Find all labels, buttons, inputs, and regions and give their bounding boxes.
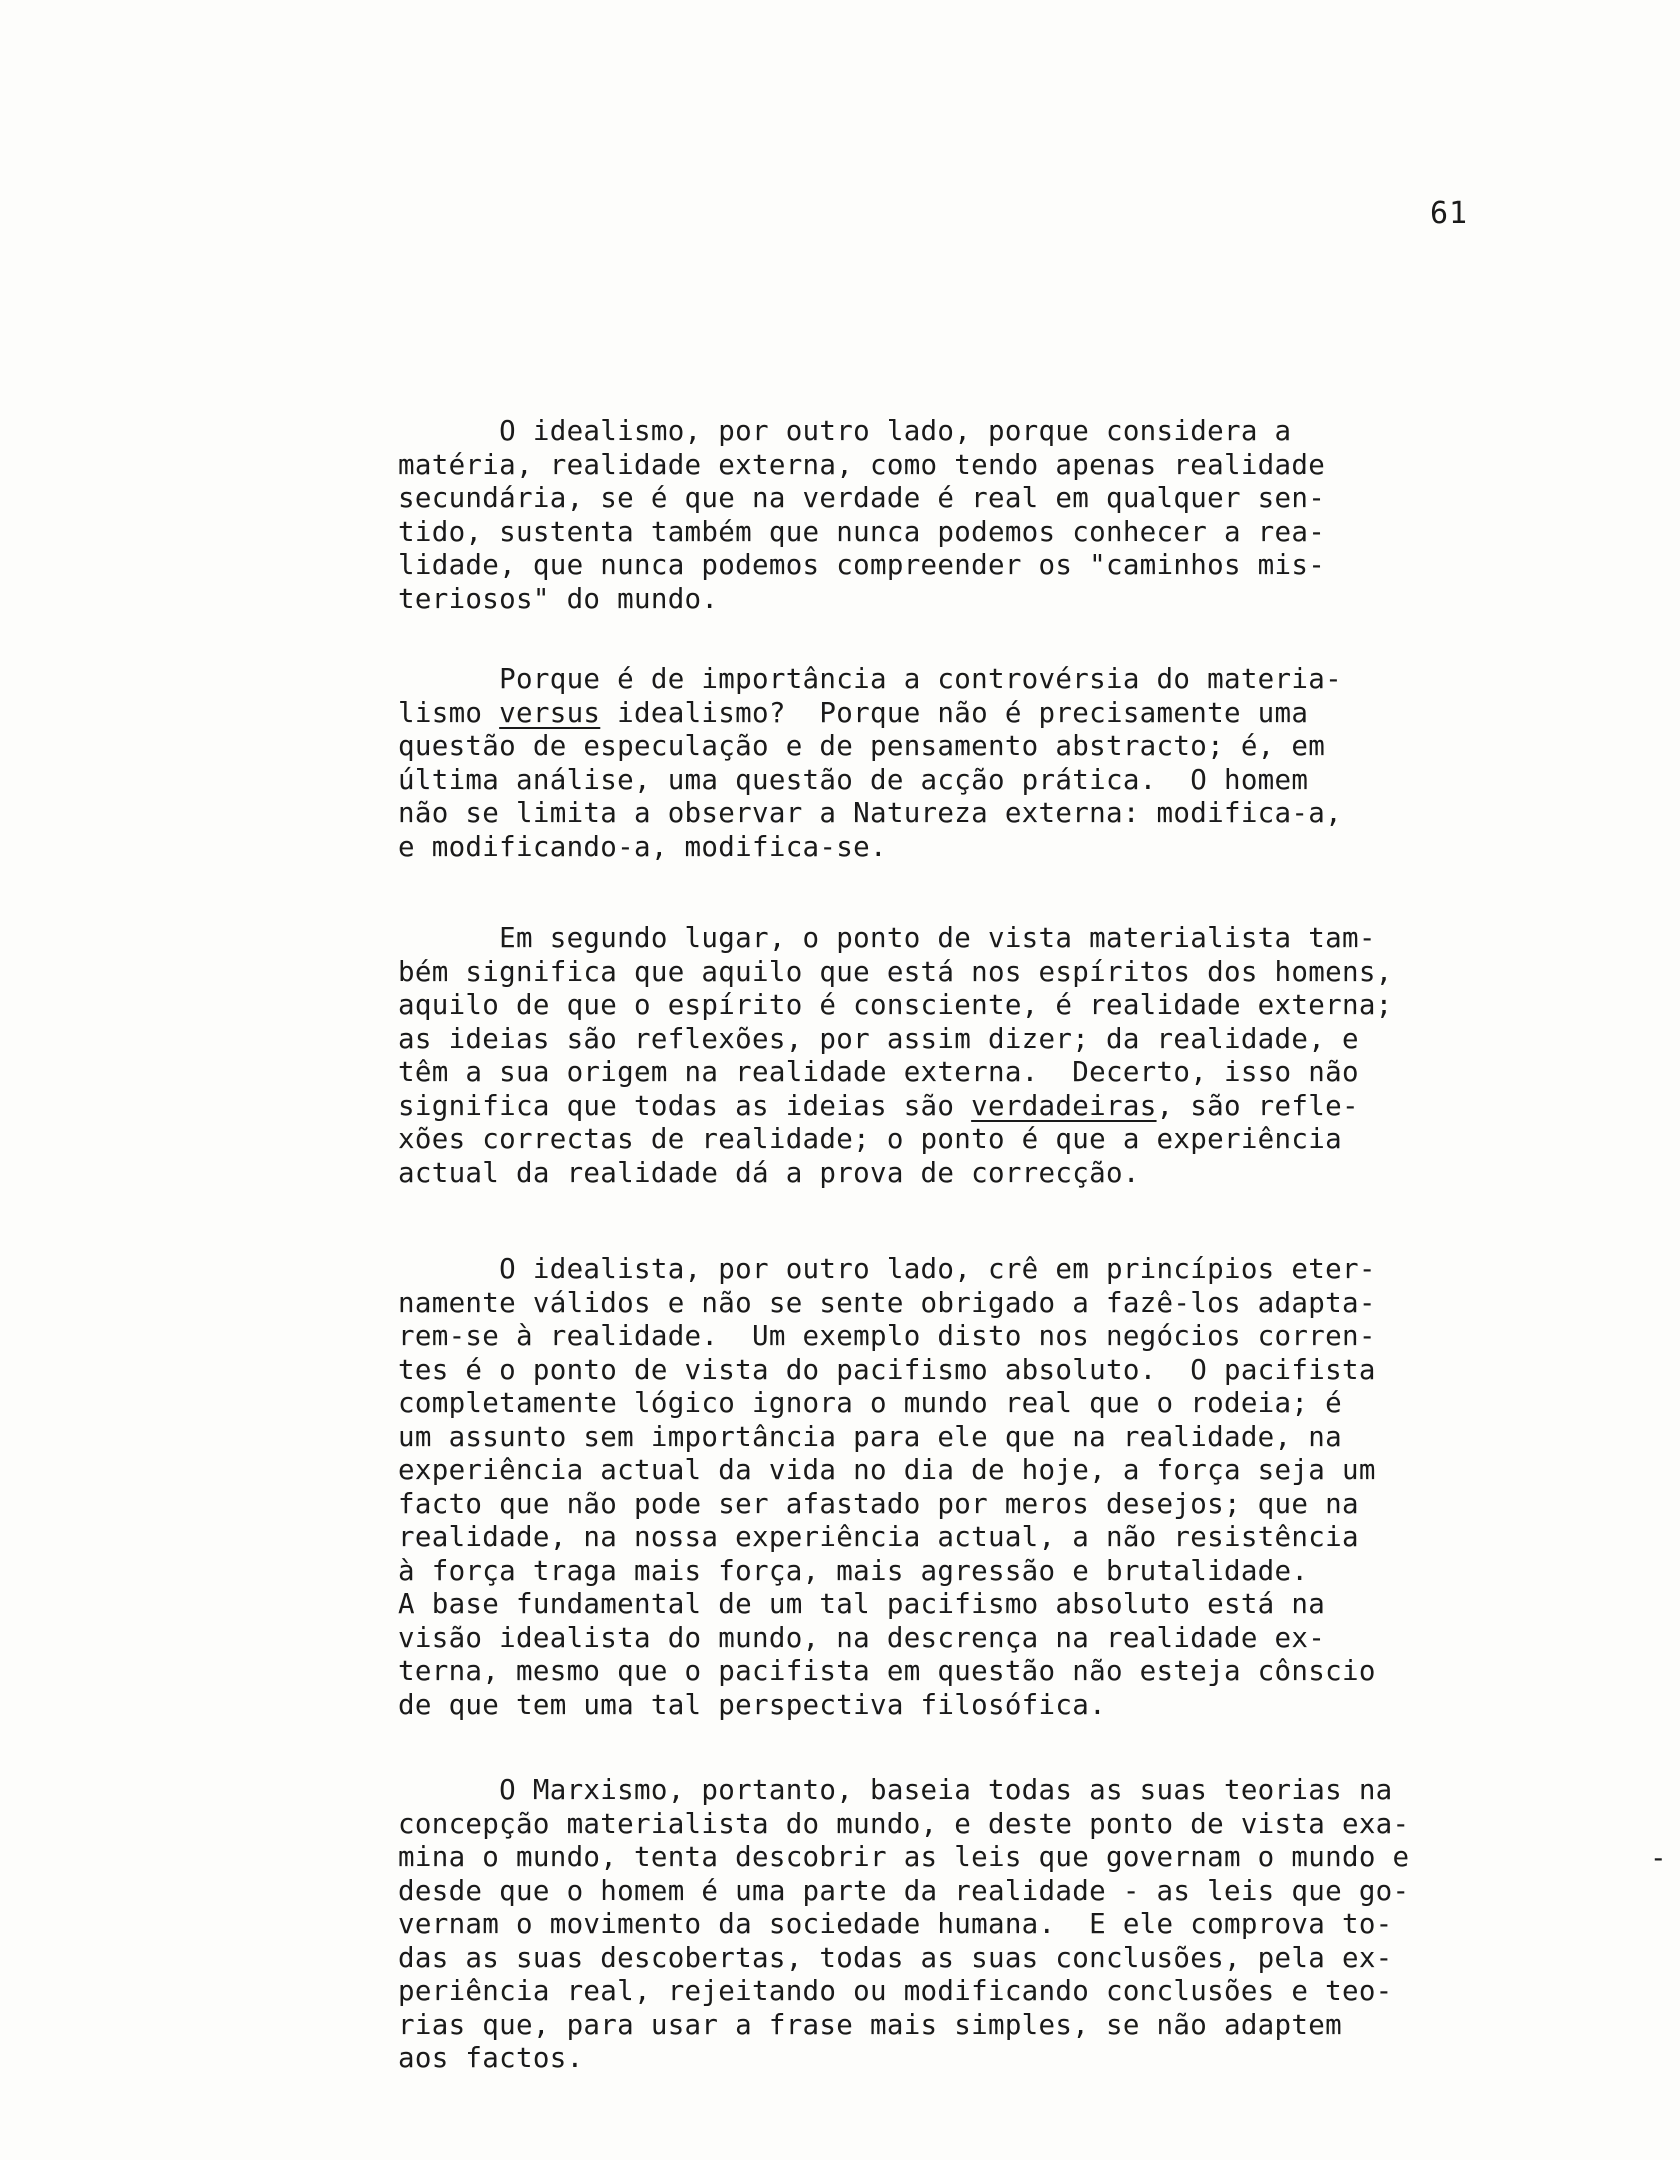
text-line: O Marxismo, portanto, baseia todas as suas teorias na <box>398 1774 1393 1806</box>
text-line: Porque é de importância a controvérsia do materia- <box>398 663 1342 695</box>
text-line: experiência actual da vida no dia de hoje, a força seja um <box>398 1454 1376 1486</box>
paragraph-controversy <box>398 663 1342 864</box>
text-line: bém significa que aquilo que está nos espíritos dos homens, <box>398 955 1393 988</box>
text-line: terna, mesmo que o pacifista em questão não esteja cônscio <box>398 1655 1376 1687</box>
text-line: realidade, na nossa experiência actual, a não resistência <box>398 1521 1359 1553</box>
text-line: questão de especulação e de pensamento abstracto; é, em <box>398 730 1326 762</box>
text-line: tes é o ponto de vista do pacifismo absoluto. O pacifista <box>398 1353 1376 1386</box>
text-line: mina o mundo, tenta descobrir as leis que governam o mundo e <box>398 1841 1410 1873</box>
text-line: completamente lógico ignora o mundo real que o rodeia; é <box>398 1387 1342 1419</box>
text-line: vernam o movimento da sociedade humana. E ele comprova to- <box>398 1908 1393 1940</box>
text-line: concepção materialista do mundo, e deste ponto de vista exa- <box>398 1807 1410 1840</box>
text-line: teriosos" do mundo. <box>398 582 719 615</box>
text-line: aquilo de que o espírito é consciente, é realidade externa; <box>398 989 1393 1021</box>
paragraph-materialist-viewpoint <box>398 922 1393 1190</box>
text-line: O idealista, por outro lado, crê em princípios eter- <box>398 1253 1376 1285</box>
text-line: não se limita a observar a Natureza externa: modifica-a, <box>398 797 1342 829</box>
text-line: lismo <box>398 696 500 729</box>
text-line: actual da realidade dá a prova de correcção. <box>398 1156 1140 1189</box>
text-line: visão idealista do mundo, na descrença na realidade ex- <box>398 1621 1326 1654</box>
text-line: secundária, se é que na verdade é real em qualquer sen- <box>398 482 1326 514</box>
text-line: têm a sua origem na realidade externa. Decerto, isso não <box>398 1056 1359 1088</box>
text-line: O idealismo, por outro lado, porque considera a <box>398 415 1292 447</box>
paragraph-idealist-pacifism <box>398 1253 1376 1722</box>
text-line: desde que o homem é uma parte da realidade - as leis que go- <box>398 1874 1410 1907</box>
text-line: das as suas descobertas, todas as suas conclusões, pela ex- <box>398 1941 1393 1974</box>
text-line: significa que todas as ideias são <box>398 1089 972 1122</box>
text-line: de que tem uma tal perspectiva filosófica. <box>398 1688 1106 1721</box>
paragraph-idealism-matter <box>398 415 1325 616</box>
text-line: A base fundamental de um tal pacifismo absoluto está na <box>398 1588 1326 1620</box>
text-line: facto que não pode ser afastado por meros desejos; que na <box>398 1487 1359 1520</box>
text-line: rias que, para usar a frase mais simples, se não adaptem <box>398 2008 1342 2041</box>
text-line: aos factos. <box>398 2042 584 2074</box>
text-line: matéria, realidade externa, como tendo apenas realidade <box>398 448 1326 481</box>
text-line: e modificando-a, modifica-se. <box>398 830 887 863</box>
underlined-word-verdadeiras: verdadeiras <box>971 1089 1157 1122</box>
text-line: um assunto sem importância para ele que na realidade, na <box>398 1420 1342 1453</box>
text-line: à força traga mais força, mais agressão e brutalidade. <box>398 1554 1309 1587</box>
page-number: 61 <box>1430 196 1469 231</box>
text-line: tido, sustenta também que nunca podemos conhecer a rea- <box>398 515 1326 548</box>
text-line: namente válidos e não se sente obrigado a fazê-los adapta- <box>398 1286 1376 1319</box>
text-line: xões correctas de realidade; o ponto é que a experiência <box>398 1123 1342 1155</box>
paragraph-marxism <box>398 1774 1409 2076</box>
text-line: Em segundo lugar, o ponto de vista materialista tam- <box>398 922 1376 954</box>
underlined-word-versus: versus <box>499 696 601 729</box>
text-line: periência real, rejeitando ou modificando conclusões e teo- <box>398 1975 1393 2007</box>
margin-hyphen-mark: - <box>1650 1842 1667 1874</box>
text-line: rem-se à realidade. Um exemplo disto nos negócios corren- <box>398 1320 1376 1352</box>
text-line: última análise, uma questão de acção prática. O homem <box>398 763 1309 796</box>
text-line: lidade, que nunca podemos compreender os "caminhos mis- <box>398 549 1326 581</box>
text-line: , são refle- <box>1156 1089 1359 1122</box>
text-line: idealismo? Porque não é precisamente uma <box>600 696 1309 729</box>
text-line: as ideias são reflexões, por assim dizer; da realidade, e <box>398 1022 1359 1055</box>
